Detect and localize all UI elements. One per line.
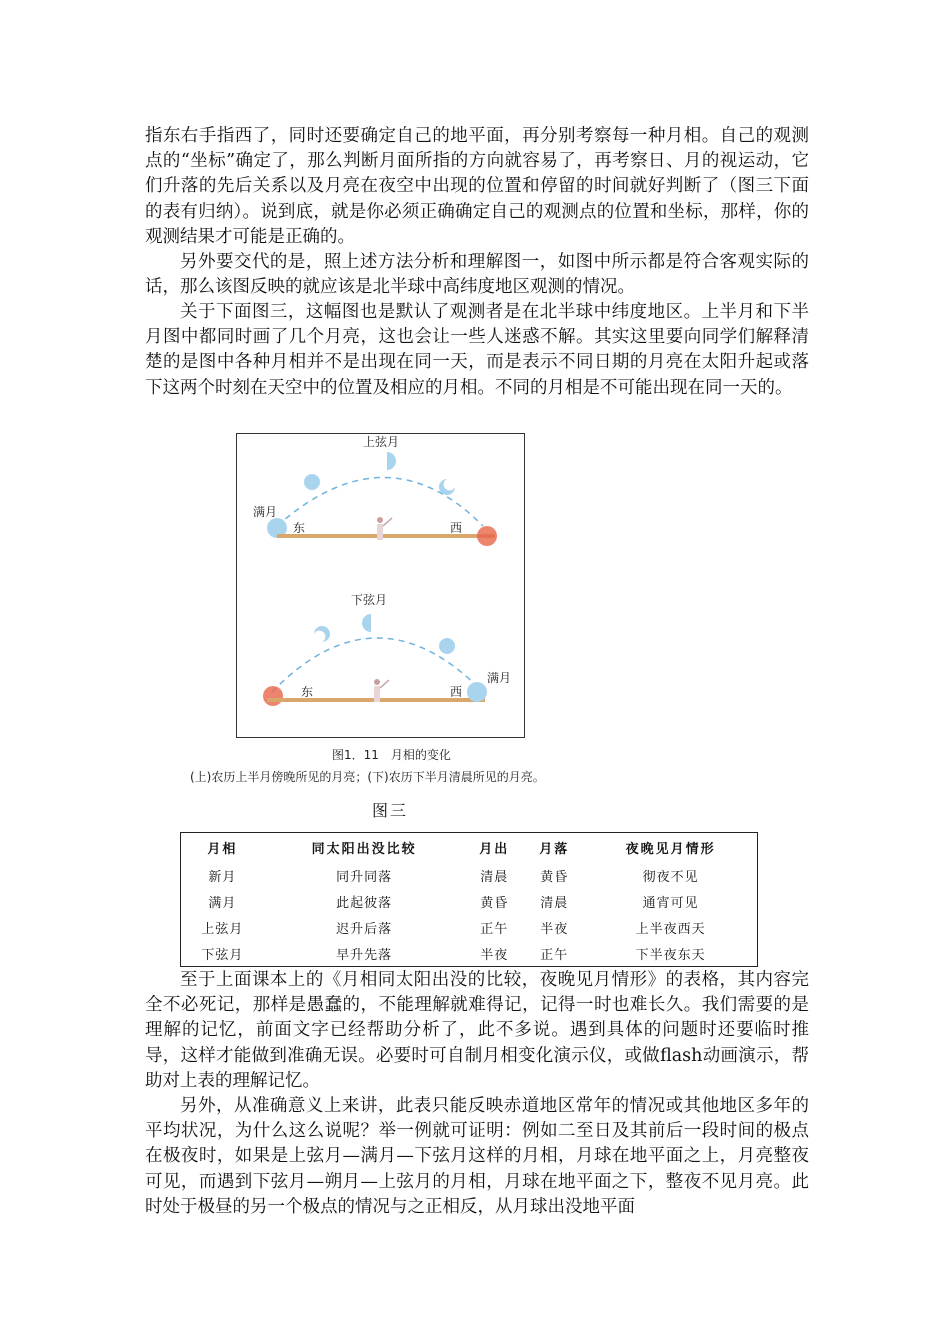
- sun-rising-icon: [263, 686, 283, 706]
- table-header-row: [181, 833, 758, 863]
- label-west-top: 西: [450, 521, 463, 535]
- last-quarter-moon-icon: [362, 614, 371, 632]
- paragraph-5: 另外，从准确意义上来讲，此表只能反映赤道地区常年的情况或其他地区多年的平均状况，为什么这么说呢？举一例就可证明：例如二至日及其前后一段时间的极点在极夜时，如果是上弦月—满月—下弦月这样的月相，月球在地平面之上，月亮整夜可见，而遇到下弦月—朔月—上弦月的月相，月球在地平面之下，整夜不见月亮。此时处于极昼的另一个极点的情况与之正相反，从月球出没地平面: [145, 1096, 809, 1217]
- crescent-moon-icon: [439, 479, 455, 495]
- header-moonrise: 月出: [479, 842, 510, 857]
- horizon-ground: [277, 534, 495, 538]
- label-last-quarter: 下弦月: [351, 593, 388, 607]
- label-full-moon-top: 满月: [253, 505, 278, 519]
- table-cell: 此起彼落: [336, 895, 393, 911]
- label-east-bottom: 东: [301, 685, 314, 699]
- table-cell: 正午: [540, 947, 569, 963]
- label-west-bottom: 西: [450, 685, 463, 699]
- table-cell: 彻夜不见: [642, 869, 699, 885]
- header-sun-compare: 同太阳出没比较: [311, 842, 417, 857]
- table-cell: 同升同落: [336, 869, 393, 885]
- table-row: [181, 940, 758, 967]
- table-cell: 下半夜东天: [635, 947, 706, 963]
- table-row: [181, 888, 758, 914]
- table-cell: 新月: [208, 869, 237, 885]
- table-cell: 早升先落: [336, 947, 393, 963]
- first-quarter-moon-icon: [387, 452, 396, 470]
- label-full-moon-bottom: 满月: [487, 671, 512, 685]
- table-cell: 满月: [208, 895, 237, 911]
- moon-phase-table: [180, 832, 758, 967]
- moon-phase-figure: [236, 433, 525, 738]
- table-row: [181, 862, 758, 888]
- sun-setting-icon: [477, 526, 497, 546]
- figure-caption-title: 图1．11 月相的变化: [332, 748, 451, 762]
- table-cell: 正午: [480, 921, 509, 937]
- header-night-visibility: 夜晚见月情形: [625, 842, 716, 857]
- label-first-quarter: 上弦月: [363, 435, 400, 449]
- figure-caption-subtitle: (上)农历上半月傍晚所见的月亮；(下)农历下半月清晨所见的月亮。: [190, 770, 545, 784]
- table-cell: 迟升后落: [336, 921, 393, 937]
- table-cell: 下弦月: [201, 947, 244, 963]
- paragraph-4: 至于上面课本上的《月相同太阳出没的比较，夜晚见月情形》的表格，其内容完全不必死记，那样是愚蠢的，不能理解就难得记，记得一时也难长久。我们需要的是理解的记忆，前面文字已经帮助分析了，此不多说。遇到具体的问题时还要临时推导，这样才能做到准确无误。必要时可自制月相变化演示仪，或做flash动画演示，帮助对上表的理解记忆。: [145, 970, 809, 1091]
- figure-label: 图三: [372, 801, 409, 820]
- table-cell: 上半夜西天: [635, 921, 706, 937]
- table-cell: 通宵可见: [642, 895, 699, 911]
- label-east-top: 东: [293, 521, 306, 535]
- table-cell: 清晨: [540, 895, 569, 911]
- paragraph-3: 关于下面图三，这幅图也是默认了观测者是在北半球中纬度地区。上半月和下半月图中都同时画了几个月亮，这也会让一些人迷惑不解。其实这里要向同学们解释清楚的是图中各种月相并不是出现在同一天，而是表示不同日期的月亮在太阳升起或落下这两个时刻在天空中的位置及相应的月相。不同的月相是不可能出现在同一天的。: [145, 302, 809, 398]
- moon-gibbous-icon: [304, 474, 320, 490]
- table-row: [181, 914, 758, 940]
- table-cell: 黄昏: [540, 869, 569, 885]
- header-moonset: 月落: [539, 842, 570, 857]
- moon-phase-illustration: [237, 434, 526, 739]
- full-moon-icon-bottom: [467, 682, 487, 702]
- table-cell: 黄昏: [480, 895, 509, 911]
- waning-crescent-icon: [314, 626, 330, 642]
- paragraph-2: 另外要交代的是，照上述方法分析和理解图一，如图中所示都是符合客观实际的话，那么该图反映的就应该是北半球中高纬度地区观测的情况。: [145, 252, 809, 298]
- table-cell: 半夜: [540, 921, 569, 937]
- paragraph-1: 指东右手指西了，同时还要确定自己的地平面，再分别考察每一种月相。自己的观测点的“坐标”确定了，那么判断月面所指的方向就容易了，再考察日、月的视运动，它们升落的先后关系以及月亮在夜空中出现的位置和停留的时间就好判断了（图三下面的表有归纳）。说到底，就是你必须正确确定自己的观测点的位置和坐标，那样，你的观测结果才可能是正确的。: [145, 126, 809, 247]
- table-cell: 半夜: [480, 947, 509, 963]
- table-cell: 清晨: [480, 869, 509, 885]
- table-cell: 上弦月: [201, 921, 244, 937]
- header-phase: 月相: [207, 842, 238, 857]
- moon-gibbous-icon-bottom: [439, 638, 455, 654]
